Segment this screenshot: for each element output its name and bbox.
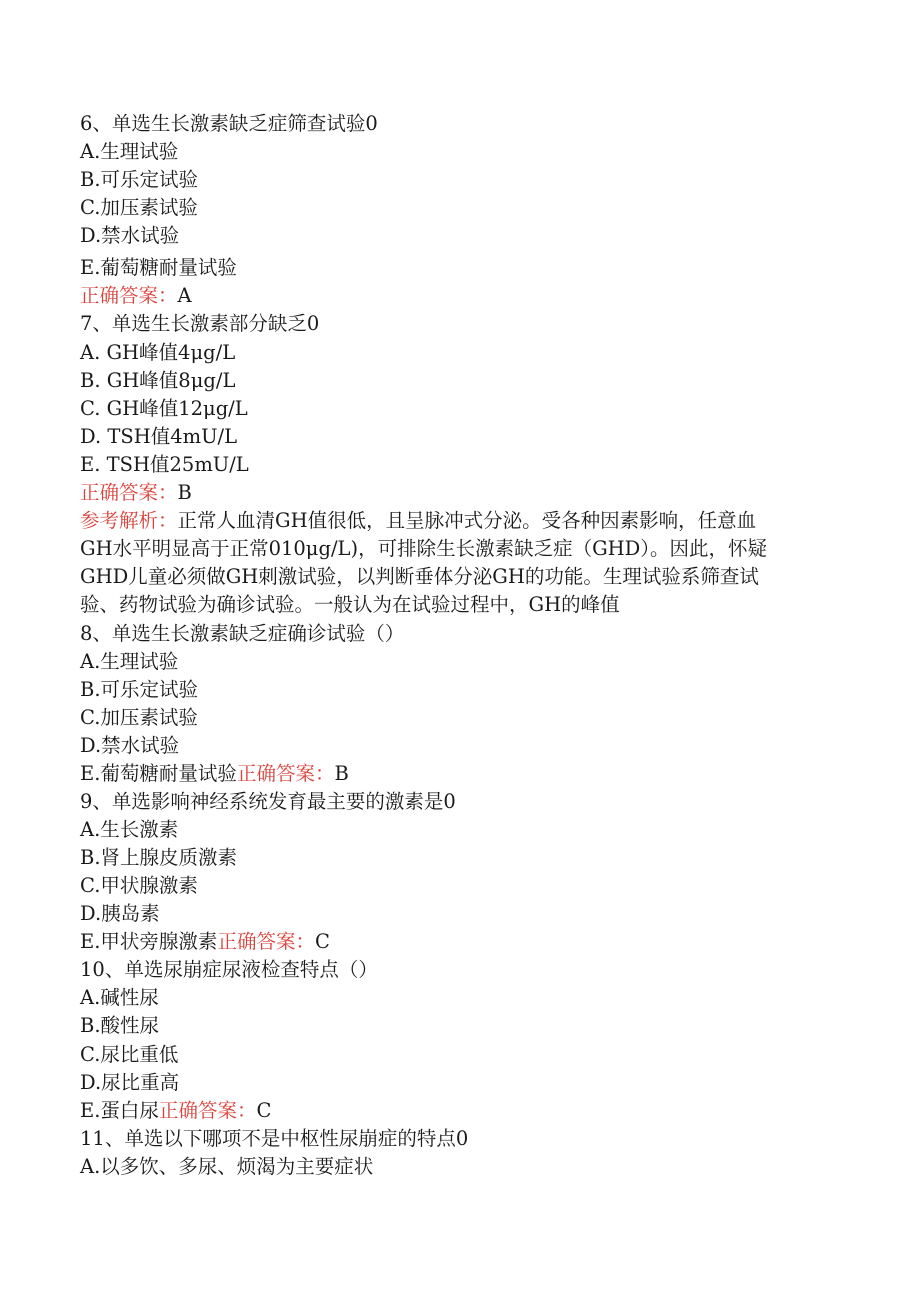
question-7-option-a: A. GH峰值4μg/L — [80, 341, 236, 364]
answer-value: B — [334, 762, 349, 785]
question-9-option-b: B.肾上腺皮质激素 — [80, 846, 238, 869]
question-7-option-e: E. TSH值25mU/L — [80, 453, 249, 476]
question-8-option-c: C.加压素试验 — [80, 706, 198, 729]
answer-label: 正确答案： — [80, 481, 178, 504]
question-8-option-a: A.生理试验 — [80, 650, 179, 673]
answer-value: C — [314, 930, 330, 953]
question-10-stem: 10、单选尿崩症尿液检查特点（） — [80, 958, 378, 981]
question-8-stem: 8、单选生长激素缺乏症确诊试验（） — [80, 622, 405, 645]
question-8-option-b: B.可乐定试验 — [80, 678, 199, 701]
question-7-analysis-line-1 — [80, 509, 840, 533]
answer-label: 正确答案： — [236, 762, 335, 785]
answer-value: A — [177, 284, 192, 307]
answer-value: B — [177, 481, 192, 504]
question-9-option-e-with-answer — [80, 930, 330, 954]
question-6-answer — [80, 284, 192, 308]
question-6-option-b: B.可乐定试验 — [80, 168, 199, 191]
answer-label: 正确答案： — [80, 284, 178, 307]
question-10-option-c: C.尿比重低 — [80, 1043, 179, 1066]
question-10-option-d: D.尿比重高 — [80, 1071, 180, 1094]
option-e: E.甲状旁腺激素 — [80, 930, 218, 953]
question-7-option-b: B. GH峰值8μg/L — [80, 369, 236, 392]
question-10-option-a: A.碱性尿 — [80, 986, 159, 1009]
answer-value: C — [256, 1099, 272, 1122]
analysis-text: 正常人血清GH值很低，且呈脉冲式分泌。受各种因素影响，任意血 — [177, 509, 757, 532]
question-6-option-a: A.生理试验 — [80, 140, 179, 163]
question-7-stem: 7、单选生长激素部分缺乏0 — [80, 312, 320, 335]
question-7-option-c: C. GH峰值12μg/L — [80, 397, 248, 420]
question-7-answer — [80, 481, 192, 505]
question-9-option-d: D.胰岛素 — [80, 902, 160, 925]
question-6-option-c: C.加压素试验 — [80, 196, 198, 219]
question-7-option-d: D. TSH值4mU/L — [80, 425, 238, 448]
answer-label: 正确答案： — [158, 1099, 257, 1122]
question-6-option-d: D.禁水试验 — [80, 224, 180, 247]
question-7-analysis-line-4: 验、药物试验为确诊试验。一般认为在试验过程中，GH的峰值 — [80, 593, 620, 616]
question-8-option-d: D.禁水试验 — [80, 734, 180, 757]
question-9-option-c: C.甲状腺激素 — [80, 874, 198, 897]
question-10-option-e-with-answer — [80, 1099, 271, 1123]
question-9-option-a: A.生长激素 — [80, 818, 179, 841]
option-e: E.蛋白尿 — [80, 1099, 159, 1122]
question-11-option-a: A.以多饮、多尿、烦渴为主要症状 — [80, 1155, 374, 1178]
question-11-stem: 11、单选以下哪项不是中枢性尿崩症的特点0 — [80, 1127, 469, 1150]
question-7-analysis-line-3: GHD儿童必须做GH刺激试验，以判断垂体分泌GH的功能。生理试验系筛查试 — [80, 565, 759, 588]
question-10-option-b: B.酸性尿 — [80, 1014, 160, 1037]
question-9-stem: 9、单选影响神经系统发育最主要的激素是0 — [80, 790, 456, 813]
question-6-stem: 6、单选生长激素缺乏症筛查试验0 — [80, 112, 378, 135]
analysis-label: 参考解析： — [80, 509, 178, 532]
question-6-option-e: E.葡萄糖耐量试验 — [80, 256, 237, 279]
question-7-analysis-line-2: GH水平明显高于正常010μg/L)，可排除生长激素缺乏症（GHD）。因此，怀疑 — [80, 537, 768, 560]
option-e: E.葡萄糖耐量试验 — [80, 762, 237, 785]
answer-label: 正确答案： — [217, 930, 315, 953]
question-8-option-e-with-answer — [80, 762, 349, 786]
